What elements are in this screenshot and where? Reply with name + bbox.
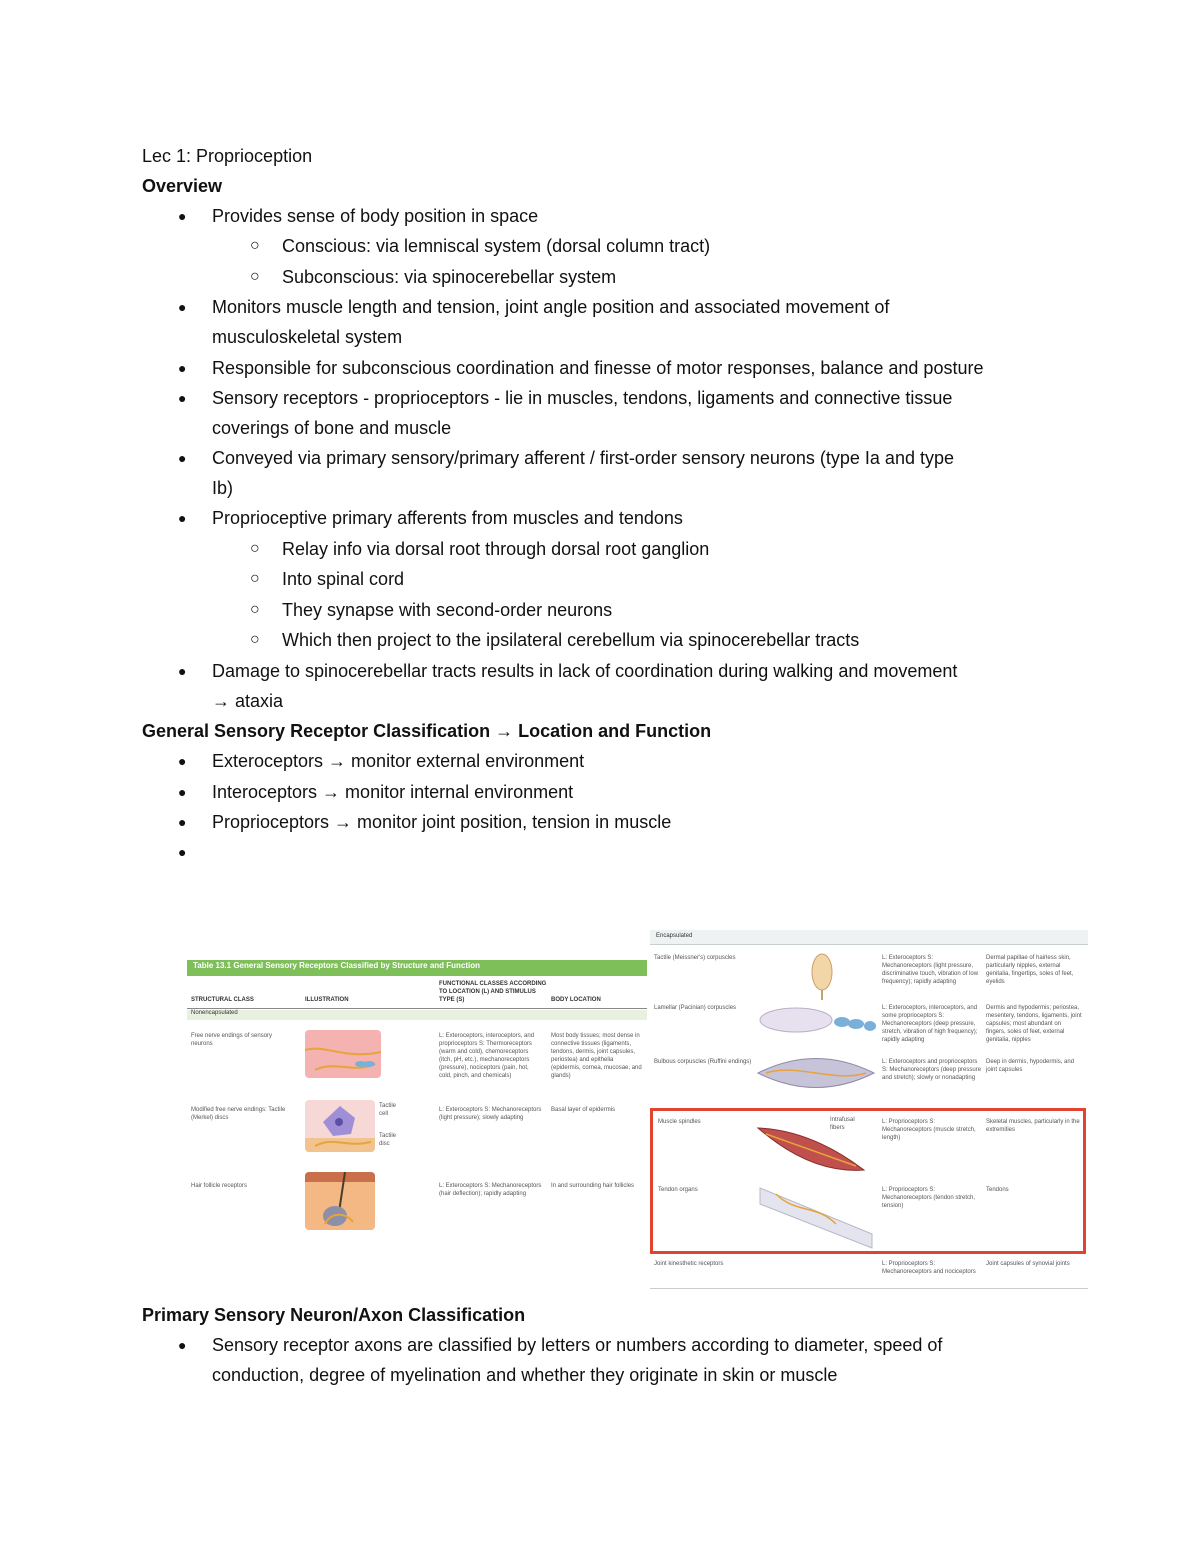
cell-location: Skeletal muscles, particularly in the extremities — [986, 1119, 1080, 1133]
free-nerve-ending-image — [305, 1030, 381, 1078]
list-item: Proprioceptors → monitor joint position, tension in muscle — [212, 812, 672, 832]
sub-bullet-icon: ○ — [250, 631, 260, 648]
label-tactile-cell: Tactile cell — [379, 1103, 397, 1117]
list-item: Exteroceptors → monitor external environment — [212, 751, 585, 771]
pacinian-corpuscle-image — [756, 1002, 876, 1038]
cell-functional: L: Proprioceptors S: Mechanoreceptors and nociceptors — [882, 1261, 976, 1275]
nonencapsulated-subhead: Nonencapsulated — [187, 1010, 647, 1020]
list-item: Sensory receptor axons are classified by letters or numbers according to diameter, speed of — [212, 1335, 943, 1355]
bullet-icon: ● — [178, 510, 187, 526]
table-bottom-rule — [650, 1288, 1088, 1289]
table-title-band — [187, 960, 647, 976]
cell-structure: Modified free nerve endings: Tactile (Merkel) discs — [191, 1107, 286, 1121]
col-header-body: BODY LOCATION — [551, 997, 601, 1003]
cell-functional: L: Exteroceptors S: Mechanoreceptors (light pressure); slowly adapting — [439, 1107, 542, 1121]
list-item: Provides sense of body position in space — [212, 206, 539, 226]
bullet-icon: ● — [178, 1337, 187, 1353]
list-item-continued: musculoskeletal system — [212, 327, 403, 347]
list-item: Monitors muscle length and tension, joint angle position and associated movement of — [212, 297, 890, 317]
sub-bullet-icon: ○ — [250, 540, 260, 557]
list-item: Conveyed via primary sensory/primary afferent / first-order sensory neurons (type Ia and type — [212, 448, 954, 468]
sub-bullet-icon: ○ — [250, 570, 260, 587]
list-item: Damage to spinocerebellar tracts results in lack of coordination during walking and movement — [212, 661, 958, 681]
label-tactile-disc: Tactile disc — [379, 1133, 397, 1147]
cell-functional: L: Proprioceptors S: Mechanoreceptors (muscle stretch, length) — [882, 1119, 976, 1141]
merkel-disc-illustration — [305, 1100, 375, 1152]
sub-list-item: Into spinal cord — [282, 569, 405, 589]
bullet-icon: ● — [178, 784, 187, 800]
bullet-icon: ● — [178, 844, 187, 860]
sub-list-item: Relay info via dorsal root through dorsal root ganglion — [282, 539, 710, 559]
primary-sensory-heading: Primary Sensory Neuron/Axon Classification — [142, 1305, 526, 1325]
sub-bullet-icon: ○ — [250, 601, 260, 618]
cell-structure: Lamellar (Pacinian) corpuscles — [654, 1005, 737, 1011]
cell-functional: L: Proprioceptors S: Mechanoreceptors (tendon stretch, tension) — [882, 1187, 976, 1209]
list-item-continued: → ataxia — [212, 691, 284, 711]
ruffini-ending-image — [756, 1048, 876, 1098]
page-title: Lec 1: Proprioception — [142, 146, 313, 166]
cell-structure: Free nerve endings of sensory neurons — [191, 1033, 273, 1047]
col-header-structural: STRUCTURAL CLASS — [191, 997, 254, 1003]
list-item: Proprioceptive primary afferents from muscles and tendons — [212, 508, 683, 528]
sub-bullet-icon: ○ — [250, 268, 260, 285]
bullet-icon: ● — [178, 360, 187, 376]
list-item: Interoceptors → monitor internal environment — [212, 782, 574, 802]
receptor-table-figure-right — [650, 930, 1088, 1290]
col-header-functional: FUNCTIONAL CLASSES ACCORDING TO LOCATION (L) AND STIMULUS TYPE (S) — [439, 981, 547, 1003]
free-nerve-ending-illustration — [305, 1030, 381, 1078]
list-item-continued: Ib) — [212, 478, 234, 498]
meissner-corpuscle-image — [802, 950, 842, 1000]
table-title: Table 13.1 General Sensory Receptors Classified by Structure and Function — [193, 961, 481, 970]
cell-location: Dermis and hypodermis; periostea, mesentery, tendons, ligaments, joint capsules; most abundant on fingers, soles of feet, external genitalia, nipples — [986, 1005, 1082, 1043]
label-intrafusal-fibers: Intrafusal fibers — [830, 1117, 855, 1131]
sub-list-item: Subconscious: via spinocerebellar system — [282, 267, 617, 287]
tendon-organ-image — [756, 1184, 876, 1250]
cell-structure: Tendon organs — [658, 1187, 698, 1193]
list-item-continued: coverings of bone and muscle — [212, 418, 452, 438]
bullet-icon: ● — [178, 390, 187, 406]
cell-functional: L: Exteroceptors, interoceptors, and proprioceptors S: Thermoreceptors (warm and cold), chemoreceptors (itch, pH, etc.), mechanoreceptors (pressure), nociceptors (pain, hot, cold, pinch, and chemicals) — [439, 1033, 535, 1079]
cell-structure: Muscle spindles — [658, 1119, 701, 1125]
col-header-illustration: ILLUSTRATION — [305, 997, 349, 1003]
overview-heading: Overview — [142, 176, 223, 196]
cell-structure: Hair follicle receptors — [191, 1183, 248, 1189]
cell-location: Deep in dermis, hypodermis, and joint capsules — [986, 1059, 1075, 1073]
bullet-icon: ● — [178, 208, 187, 224]
cell-location: Tendons — [986, 1187, 1009, 1193]
bullet-icon: ● — [178, 299, 187, 315]
sub-list-item: Which then project to the ipsilateral cerebellum via spinocerebellar tracts — [282, 630, 860, 650]
cell-location: Most body tissues; most dense in connective tissues (ligaments, tendons, dermis, joint capsules, periostea) and epithelia (epidermis, cornea, mucosae, and glands) — [551, 1033, 642, 1079]
cell-functional: L: Exteroceptors S: Mechanoreceptors (light pressure, discriminative touch, vibration of low frequency); rapidly adapting — [882, 955, 979, 985]
cell-location: Dermal papillae of hairless skin, particularly nipples, external genitalia, fingertips, soles of feet, eyelids — [986, 955, 1074, 985]
receptor-table-figure-left — [187, 960, 647, 1230]
cell-location: Joint capsules of synovial joints — [986, 1261, 1070, 1267]
cell-location: In and surrounding hair follicles — [551, 1183, 635, 1189]
cell-functional: L: Exteroceptors, interoceptors, and some proprioceptors S: Mechanoreceptors (deep pressure, stretch, vibration of high frequency); rapidly adapting — [882, 1005, 978, 1043]
encapsulated-subhead-band — [650, 930, 1088, 945]
cell-structure: Joint kinesthetic receptors — [654, 1261, 724, 1267]
merkel-disc-image — [305, 1100, 375, 1152]
sub-bullet-icon: ○ — [250, 237, 260, 254]
cell-functional: L: Exteroceptors and proprioceptors S: Mechanoreceptors (deep pressure and stretch); slowly or nonadapting — [882, 1059, 982, 1081]
encapsulated-subhead: Encapsulated — [656, 933, 693, 939]
header-rule — [187, 1008, 647, 1009]
classification-heading: General Sensory Receptor Classification → Location and Function — [142, 721, 712, 741]
hair-follicle-illustration — [305, 1172, 375, 1230]
sub-list-item: Conscious: via lemniscal system (dorsal column tract) — [282, 236, 711, 256]
cell-structure: Tactile (Meissner's) corpuscles — [654, 955, 736, 961]
bullet-icon: ● — [178, 753, 187, 769]
bullet-icon: ● — [178, 450, 187, 466]
bullet-icon: ● — [178, 663, 187, 679]
cell-structure: Bulbous corpuscles (Ruffini endings) — [654, 1059, 752, 1065]
hair-follicle-image — [305, 1172, 375, 1230]
list-item: Sensory receptors - proprioceptors - lie in muscles, tendons, ligaments and connective tissue — [212, 388, 953, 408]
cell-location: Basal layer of epidermis — [551, 1107, 616, 1113]
list-item-continued: conduction, degree of myelination and whether they originate in skin or muscle — [212, 1365, 838, 1385]
bullet-icon: ● — [178, 814, 187, 830]
cell-functional: L: Exteroceptors S: Mechanoreceptors (hair deflection); rapidly adapting — [439, 1183, 542, 1197]
sub-list-item: They synapse with second-order neurons — [282, 600, 613, 620]
list-item: Responsible for subconscious coordination and finesse of motor responses, balance and posture — [212, 358, 984, 378]
